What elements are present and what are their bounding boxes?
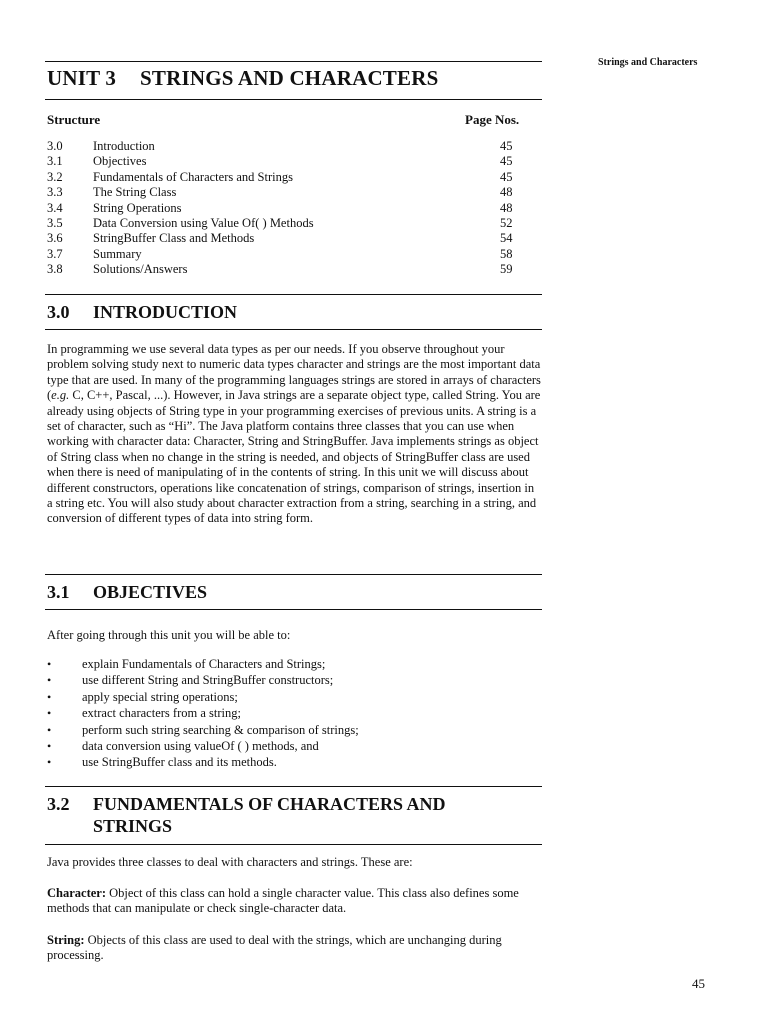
section-title-line-1: FUNDAMENTALS OF CHARACTERS AND xyxy=(93,794,446,814)
running-head: Strings and Characters xyxy=(598,57,698,68)
objectives-list xyxy=(47,656,542,771)
objectives-heading xyxy=(47,581,207,603)
character-text: Object of this class can hold a single character value. This class also defines some methods that can manipulate or check single-character data. xyxy=(47,886,519,916)
toc-page: 58 xyxy=(500,246,513,261)
fundamentals-intro: Java provides three classes to deal with characters and strings. These are: xyxy=(47,855,413,869)
objective-text: data conversion using valueOf ( ) methods, and xyxy=(82,739,319,754)
toc-number: 3.0 xyxy=(47,139,63,153)
toc-row xyxy=(47,262,527,277)
section-number: 3.2 xyxy=(47,794,70,814)
page-number: 45 xyxy=(692,976,705,991)
fundamentals-bottom-rule xyxy=(45,844,542,845)
objectives-intro: After going through this unit you will be able to: xyxy=(47,628,291,642)
character-term: Character: xyxy=(47,886,106,900)
bullet-icon: • xyxy=(47,755,52,770)
intro-bottom-rule xyxy=(45,329,542,330)
list-item xyxy=(47,672,542,688)
intro-text-part-1: In programming we use several data types as per our needs. If you observe throughout your problem solving study next to numeric data types character and strings are the most important data type that are used. In many of the programming languages strings are stored in arrays of characters ( xyxy=(47,342,541,403)
bullet-icon: • xyxy=(47,722,52,737)
toc-title: StringBuffer Class and Methods xyxy=(93,231,255,246)
toc-title: The String Class xyxy=(93,185,177,200)
toc-page: 45 xyxy=(500,139,513,153)
fundamentals-heading xyxy=(47,793,446,837)
objective-text: perform such string searching & comparison of strings; xyxy=(82,722,359,737)
character-definition xyxy=(47,886,542,917)
toc-page: 45 xyxy=(500,169,513,184)
toc-page: 48 xyxy=(500,200,513,215)
unit-title-text: STRINGS AND CHARACTERS xyxy=(140,66,439,90)
toc-row xyxy=(47,154,527,169)
intro-top-rule xyxy=(45,294,542,295)
bullet-icon: • xyxy=(47,739,52,754)
objectives-bottom-rule xyxy=(45,609,542,610)
list-item xyxy=(47,689,542,705)
list-item xyxy=(47,754,542,770)
list-item xyxy=(47,722,542,738)
introduction-paragraph xyxy=(47,342,542,527)
list-item xyxy=(47,656,542,672)
table-of-contents xyxy=(47,139,527,278)
toc-title: Solutions/Answers xyxy=(93,262,188,277)
section-title: INTRODUCTION xyxy=(93,302,238,322)
toc-row xyxy=(47,247,527,262)
title-top-rule xyxy=(45,61,542,62)
toc-number: 3.8 xyxy=(47,262,63,277)
intro-eg: e.g. xyxy=(51,388,70,403)
toc-number: 3.6 xyxy=(47,231,63,246)
objective-text: use StringBuffer class and its methods. xyxy=(82,755,277,770)
page-nos-heading: Page Nos. xyxy=(465,112,520,127)
toc-title: Objectives xyxy=(93,154,147,169)
section-number: 3.1 xyxy=(47,582,70,602)
toc-title: String Operations xyxy=(93,200,182,215)
title-bottom-rule xyxy=(45,99,542,100)
toc-row xyxy=(47,231,527,246)
section-title: OBJECTIVES xyxy=(93,582,208,602)
toc-title: Data Conversion using Value Of( ) Methods xyxy=(93,215,314,230)
string-term: String: xyxy=(47,933,85,947)
toc-number: 3.7 xyxy=(47,246,63,261)
intro-text-part-2: C, C++, Pascal, ...). However, in Java strings are a separate object type, called String. You are already using objects of String type in your programming exercises of previous units. A string is a set of character, such as “Hi”. The Java platform contains three classes that you can use when working with character data: Character, String and StringBuffer. Java implements strings as object of String class when no change in the string is needed, and objects of StringBuffer class are used when there is need of manipulating of in the contents of string. In this unit we will discuss about different constructors, operations like concatenation of strings, comparison of strings, insertion in a string etc. You will also study about character extraction from a string, searching in a string, and conversion of different types of data into string form. xyxy=(47,388,541,526)
string-definition xyxy=(47,933,542,964)
toc-row xyxy=(47,216,527,231)
bullet-icon: • xyxy=(47,673,52,688)
toc-title: Fundamentals of Characters and Strings xyxy=(93,169,293,184)
toc-row xyxy=(47,185,527,200)
objective-text: apply special string operations; xyxy=(82,689,238,704)
toc-row xyxy=(47,201,527,216)
unit-title xyxy=(47,66,438,91)
objective-text: use different String and StringBuffer constructors; xyxy=(82,673,334,688)
unit-label: UNIT 3 xyxy=(47,66,117,90)
bullet-icon: • xyxy=(47,706,52,721)
list-item xyxy=(47,705,542,721)
bullet-icon: • xyxy=(47,657,52,671)
toc-page: 48 xyxy=(500,185,513,200)
string-text: Objects of this class are used to deal with the strings, which are unchanging during processing. xyxy=(47,933,502,963)
toc-number: 3.1 xyxy=(47,154,63,169)
structure-heading: Structure xyxy=(47,112,101,127)
toc-page: 52 xyxy=(500,215,513,230)
objective-text: extract characters from a string; xyxy=(82,706,241,721)
toc-number: 3.3 xyxy=(47,185,63,200)
toc-page: 54 xyxy=(500,231,513,246)
toc-title: Summary xyxy=(93,246,142,261)
section-title-line-2: STRINGS xyxy=(93,816,173,836)
fundamentals-top-rule xyxy=(45,786,542,787)
list-item xyxy=(47,738,542,754)
bullet-icon: • xyxy=(47,689,52,704)
toc-page: 59 xyxy=(500,262,513,277)
toc-number: 3.4 xyxy=(47,200,63,215)
section-title xyxy=(93,793,446,837)
section-number: 3.0 xyxy=(47,302,70,322)
introduction-heading xyxy=(47,301,237,323)
toc-row xyxy=(47,170,527,185)
objectives-top-rule xyxy=(45,574,542,575)
toc-number: 3.2 xyxy=(47,169,63,184)
objective-text: explain Fundamentals of Characters and Strings; xyxy=(82,657,326,671)
toc-row xyxy=(47,139,527,154)
toc-title: Introduction xyxy=(93,139,155,153)
toc-page: 45 xyxy=(500,154,513,169)
toc-number: 3.5 xyxy=(47,215,63,230)
